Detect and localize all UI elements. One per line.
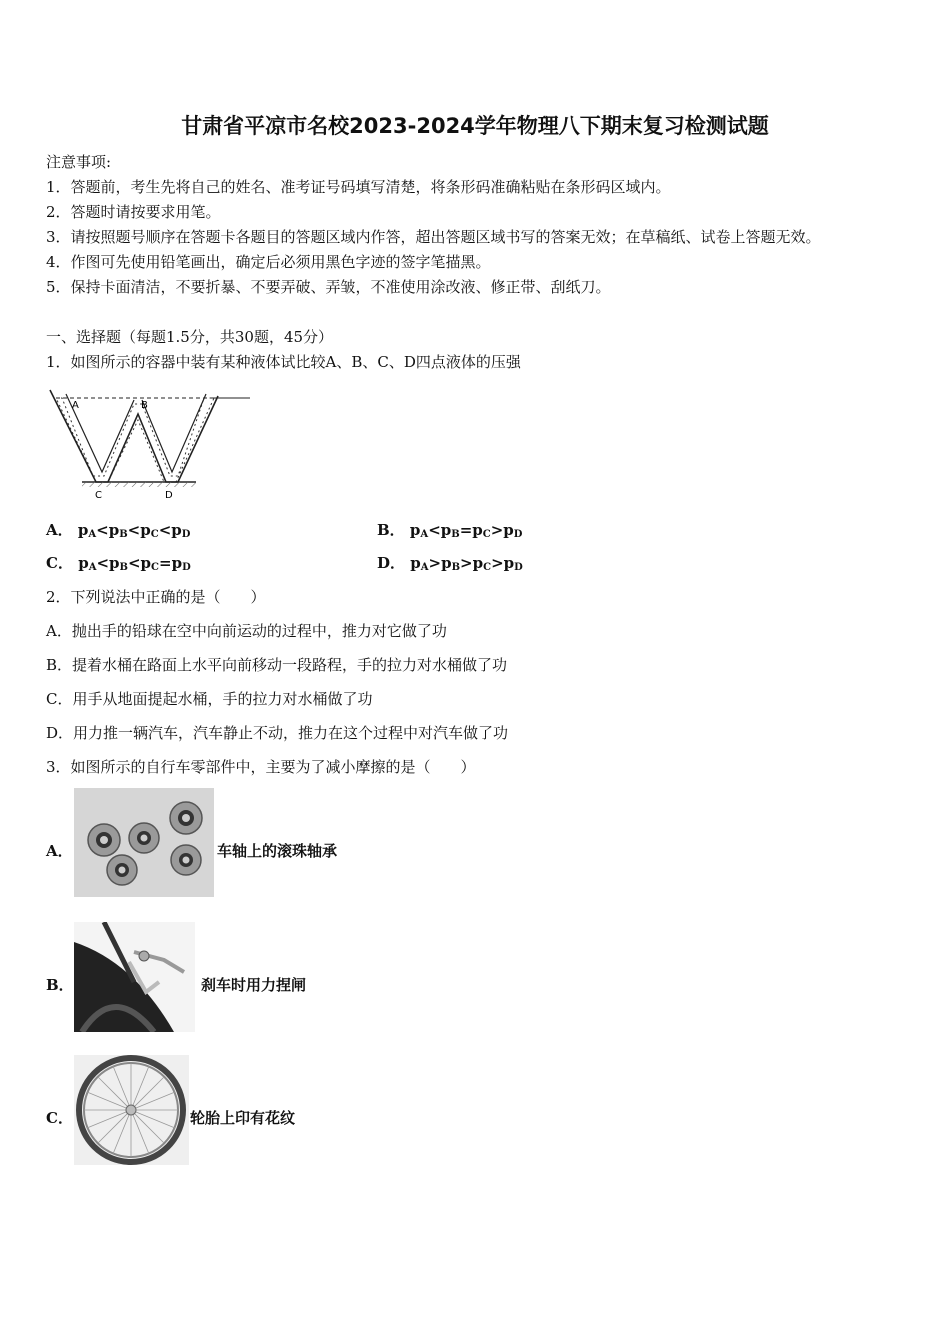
brake-image	[74, 922, 195, 1032]
page-title: 甘肃省平凉市名校2023-2024学年物理八下期末复习检测试题	[181, 114, 769, 138]
section-heading: 一、选择题（每题1.5分，共30题，45分）	[46, 328, 334, 346]
note-item: 1．答题前，考生先将自己的姓名、准考证号码填写清楚，将条形码准确粘贴在条形码区域内。	[46, 178, 671, 196]
point-label-b: B	[141, 400, 148, 411]
q1-option-a: A． $p_A<p_B<p_C<p_D$	[46, 521, 191, 540]
q2-option-a: A．抛出手的铅球在空中向前运动的过程中，推力对它做了功	[46, 622, 447, 640]
q2-option-d: D．用力推一辆汽车，汽车静止不动，推力在这个过程中对汽车做了功	[46, 724, 509, 742]
note-item: 2．答题时请按要求用笔。	[46, 203, 221, 221]
q1-option-c: C． $p_A<p_B<p_C=p_D$	[46, 554, 191, 573]
bearing-image	[74, 788, 214, 897]
notes-heading: 注意事项:	[46, 153, 112, 171]
q3-option-a-text: 车轴上的滚珠轴承	[217, 842, 338, 860]
q1-option-b: B． $p_A<p_B=p_C>p_D$	[377, 521, 523, 540]
q3-option-c-letter: C．	[46, 1109, 73, 1127]
q2-stem: 2．下列说法中正确的是（ ）	[46, 588, 266, 606]
note-item: 4．作图可先使用铅笔画出，确定后必须用黑色字迹的签字笔描黑。	[46, 253, 491, 271]
q3-option-a-letter: A．	[46, 842, 73, 860]
q3-option-c-text: 轮胎上印有花纹	[190, 1109, 296, 1127]
q3-stem: 3．如图所示的自行车零部件中，主要为了减小摩擦的是（ ）	[46, 758, 476, 776]
note-item: 5．保持卡面清洁，不要折暴、不要弄破、弄皱，不准使用涂改液、修正带、刮纸刀。	[46, 278, 611, 296]
point-label-d: D	[165, 490, 173, 501]
q3-option-b-text: 刹车时用力捏闸	[201, 976, 307, 994]
q3-option-b-letter: B．	[46, 976, 74, 994]
q1-option-d: D． $p_A>p_B>p_C>p_D$	[377, 554, 523, 573]
tire-image	[74, 1055, 189, 1165]
q2-option-c: C．用手从地面提起水桶，手的拉力对水桶做了功	[46, 690, 373, 708]
q2-option-b: B．提着水桶在路面上水平向前移动一段路程，手的拉力对水桶做了功	[46, 656, 508, 674]
point-label-c: C	[95, 490, 102, 501]
container-figure	[46, 386, 251, 502]
point-label-a: A	[72, 400, 79, 411]
note-item: 3．请按照题号顺序在答题卡各题目的答题区域内作答，超出答题区域书写的答案无效；在草稿纸、试卷上答题无效。	[46, 228, 821, 246]
q1-stem: 1．如图所示的容器中装有某种液体试比较A、B、C、D四点液体的压强	[46, 353, 521, 371]
